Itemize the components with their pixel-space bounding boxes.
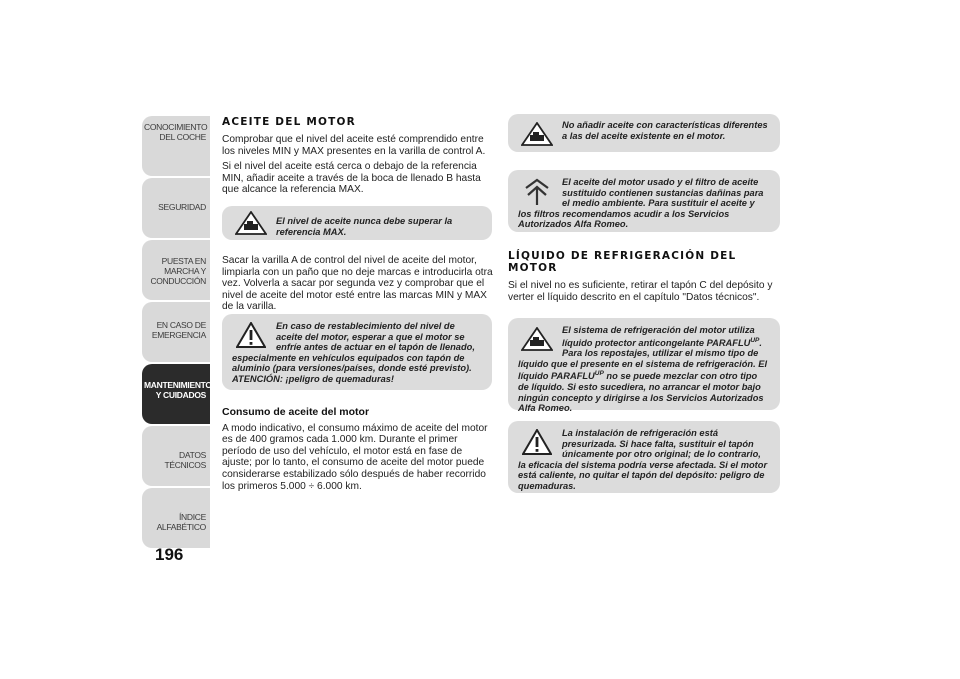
tab-mantenimiento[interactable] [142,364,210,424]
right-column-coolant [508,250,780,307]
note-environment [508,170,780,232]
note-hot-engine-warning [222,314,492,390]
tab-label: EN CASO DE EMERGENCIA [151,320,206,340]
paragraph: A modo indicativo, el consumo máximo de aceite del motor es de 400 gramos cada 1.000 km. Durante el primer período de uso del vehículo, el motor está en fase de ajuste; por lo tanto, el consumo de aceite del motor puede considerarse estabilizado sólo después de haber recorrido los primeros 5.000 ÷ 6.000 km. [222,422,488,492]
page-number: 196 [155,545,184,564]
tab-label: DATOS TÉCNICOS [164,450,206,470]
tab-label: MANTENIMIENTO Y CUIDADOS [144,380,212,400]
section-heading-refrigeracion: LÍQUIDO DE REFRIGERACIÓN DEL MOTOR [508,250,737,274]
tab-en-caso-de-emergencia[interactable] [142,302,210,362]
note-text: . Para los repostajes, utilizar el mismo tipo de líquido que el presente en el sistema de refrigeración. El líquido PARAFLU [518,337,768,382]
engine-damage-icon [518,121,556,147]
note-oil-type [508,114,780,152]
note-text: La instalación de refrigeración está presurizada. Si hace falta, sustituir el tapón únicamente por otro original; de lo contrario, la eficacia del sistema podría verse afectada. Si el motor está caliente, no quitar el tapón del depósito: peligro de quemaduras. [518,428,768,491]
paragraph: Si el nivel del aceite está cerca o debajo de la referencia MIN, añadir aceite a través de la boca de llenado B hasta que alcance la referencia MAX. [222,161,481,196]
note-paraflu [508,318,780,414]
note-oil-max [222,206,492,240]
superscript: UP [594,370,604,378]
environment-icon [518,178,556,204]
engine-damage-icon [518,326,556,352]
left-column-mid [222,255,494,317]
note-text: no se puede mezclar con otro tipo de líquido. Si esto sucediera, no arrancar el motor bajo ningún concepto y dirigirse a los Servicios Autorizados Alfa Romeo. [518,371,764,414]
note-pressurized-warning [508,421,780,493]
section-heading-aceite: ACEITE DEL MOTOR [222,116,356,128]
paragraph: Comprobar que el nivel del aceite esté comprendido entre los niveles MIN y MAX presentes en la varilla de control A. [222,134,486,157]
tab-label: CONOCIMIENTO DEL COCHE [144,122,208,142]
note-text: No añadir aceite con características diferentes a las del aceite existente en el motor. [562,120,768,141]
tab-datos-tecnicos[interactable] [142,426,210,486]
engine-damage-icon [232,214,270,232]
paragraph: Si el nivel no es suficiente, retirar el tapón C del depósito y verter el líquido descrito en el capítulo "Datos técnicos". [508,280,773,303]
tab-label: PUESTA EN MARCHA Y CONDUCCIÓN [150,256,206,286]
note-text: El sistema de refrigeración del motor utiliza líquido protector anticongelante PARAFLU [562,325,755,348]
warning-icon [518,429,556,455]
note-text: El nivel de aceite nunca debe superar la referencia MAX. [276,216,453,237]
tab-conocimiento-del-coche[interactable] [142,116,210,176]
tab-seguridad[interactable] [142,178,210,238]
note-text: El aceite del motor usado y el filtro de aceite sustituido contienen sustancias dañinas para el medio ambiente. Para sustituir el aceite y los filtros recomendamos acudir a los Servicios Autorizados Alfa Romeo. [518,177,764,230]
left-column-bottom [222,407,494,496]
warning-icon [232,322,270,348]
tab-indice-alfabetico[interactable] [142,488,210,548]
subheading-consumo: Consumo de aceite del motor [222,406,370,418]
tab-label: SEGURIDAD [158,202,206,212]
superscript: UP [750,336,760,344]
left-column-top [222,116,494,200]
tab-label: ÍNDICE ALFABÉTICO [156,512,206,532]
note-text: En caso de restablecimiento del nivel de aceite del motor, esperar a que el motor se enfríe antes de actuar en el tapón de llenado, especialmente en vehículos equipados con tapón de aluminio (para versiones/países, donde esté previsto). ATENCIÓN: ¡peligro de quemaduras! [232,321,475,384]
paragraph: Sacar la varilla A de control del nivel de aceite del motor, limpiarla con un paño que no deje marcas e introducirla otra vez. Volverla a sacar por segunda vez y comprobar que el nivel de aceite del motor esté entre las marcas MIN y MAX de la varilla. [222,255,493,313]
tab-puesta-en-marcha[interactable] [142,240,210,300]
